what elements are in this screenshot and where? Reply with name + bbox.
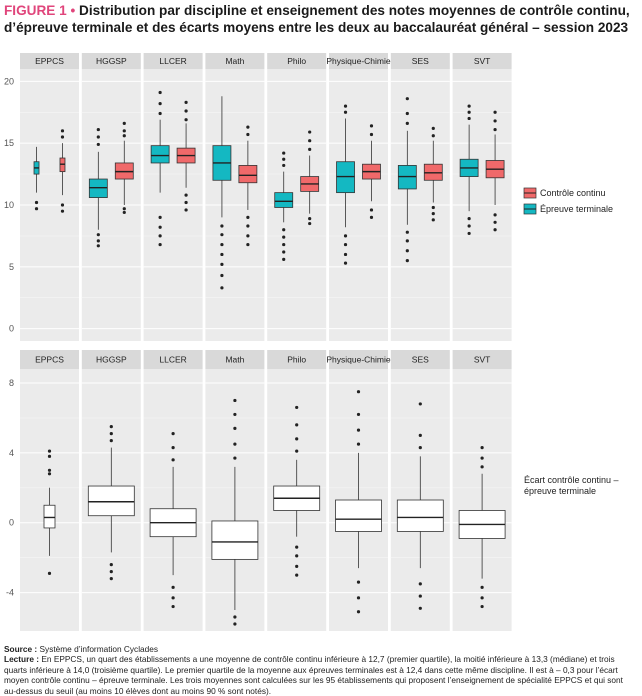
facet-label: LLCER	[159, 56, 187, 67]
facet-label: Philo	[287, 354, 307, 365]
facet-label: Math	[225, 56, 245, 67]
outlier-point	[357, 413, 360, 416]
outlier-point	[184, 118, 187, 121]
outlier-point	[123, 129, 126, 132]
outlier-point	[282, 250, 285, 253]
outlier-point	[172, 458, 175, 461]
outlier-point	[295, 574, 298, 577]
outlier-point	[282, 158, 285, 161]
outlier-point	[295, 554, 298, 557]
legend-label: Contrôle continu	[540, 188, 606, 198]
outlier-point	[48, 472, 51, 475]
figure-number: FIGURE 1 •	[4, 3, 76, 18]
facet-label: SVT	[473, 56, 491, 67]
outlier-point	[344, 262, 347, 265]
box-iqr	[397, 500, 443, 531]
outlier-point	[481, 456, 484, 459]
outlier-point	[481, 605, 484, 608]
outlier-point	[357, 610, 360, 613]
outlier-point	[246, 224, 249, 227]
source-label: Source :	[4, 644, 38, 654]
facet-label: HGGSP	[95, 354, 127, 365]
box-iqr	[88, 486, 134, 516]
lecture-label: Lecture :	[4, 654, 40, 665]
outlier-point	[419, 446, 422, 449]
outlier-point	[295, 437, 298, 440]
outlier-point	[184, 208, 187, 211]
legend-label-line: épreuve terminale	[524, 486, 597, 496]
outlier-point	[61, 129, 64, 132]
outlier-point	[220, 286, 223, 289]
outlier-point	[282, 228, 285, 231]
outlier-point	[123, 211, 126, 214]
outlier-point	[233, 615, 236, 618]
outlier-point	[48, 449, 51, 452]
source-note	[4, 644, 636, 654]
outlier-point	[97, 128, 100, 131]
outlier-point	[357, 596, 360, 599]
facet-label: Physique-Chimie	[326, 354, 391, 365]
y-tick-label: 0	[8, 323, 14, 334]
outlier-point	[48, 469, 51, 472]
outlier-point	[282, 236, 285, 239]
outlier-point	[308, 148, 311, 151]
outlier-point	[246, 216, 249, 219]
outlier-point	[370, 216, 373, 219]
outlier-point	[357, 429, 360, 432]
outlier-point	[220, 274, 223, 277]
outlier-point	[468, 104, 471, 107]
legend-label: Épreuve terminale	[540, 204, 614, 214]
outlier-point	[172, 605, 175, 608]
outlier-point	[419, 402, 422, 405]
outlier-point	[246, 243, 249, 246]
outlier-point	[432, 134, 435, 137]
outlier-point	[184, 194, 187, 197]
outlier-point	[357, 580, 360, 583]
facet-label: EPPCS	[35, 56, 64, 67]
source-text: Système d’information Cyclades	[39, 644, 159, 654]
outlier-point	[184, 201, 187, 204]
y-tick-label: -4	[5, 587, 14, 598]
outlier-point	[493, 119, 496, 122]
outlier-point	[468, 224, 471, 227]
box-iqr	[151, 146, 169, 163]
facet-llcer-notes	[144, 53, 203, 341]
outlier-point	[159, 112, 162, 115]
outlier-point	[295, 406, 298, 409]
outlier-point	[344, 234, 347, 237]
outlier-point	[123, 207, 126, 210]
outlier-point	[432, 127, 435, 130]
outlier-point	[493, 221, 496, 224]
outlier-point	[246, 133, 249, 136]
outlier-point	[493, 128, 496, 131]
outlier-point	[61, 203, 64, 206]
outlier-point	[468, 232, 471, 235]
y-tick-label: 8	[8, 377, 14, 388]
outlier-point	[97, 135, 100, 138]
figure-title-text: Distribution par discipline et enseignement des notes moyennes de contrôle continu, d’épreuve terminale et des écarts moyens entre les deux au baccalauréat général – session 2023	[4, 3, 630, 35]
outlier-point	[282, 164, 285, 167]
outlier-point	[110, 425, 113, 428]
outlier-point	[61, 135, 64, 138]
outlier-point	[295, 423, 298, 426]
y-tick-label: 15	[3, 138, 14, 149]
outlier-point	[308, 139, 311, 142]
outlier-point	[246, 126, 249, 129]
outlier-point	[295, 546, 298, 549]
facet-label: SES	[411, 354, 429, 365]
outlier-point	[419, 434, 422, 437]
figure-notes	[4, 644, 636, 696]
outlier-point	[406, 249, 409, 252]
outlier-point	[220, 224, 223, 227]
outlier-point	[406, 239, 409, 242]
y-tick-label: 5	[8, 261, 14, 272]
legend-ecarts	[524, 475, 619, 496]
outlier-point	[159, 216, 162, 219]
outlier-point	[110, 432, 113, 435]
outlier-point	[468, 111, 471, 114]
outlier-point	[246, 234, 249, 237]
outlier-point	[493, 228, 496, 231]
outlier-point	[110, 577, 113, 580]
outlier-point	[282, 151, 285, 154]
outlier-point	[110, 563, 113, 566]
outlier-point	[220, 253, 223, 256]
facet-eppcs-notes	[20, 53, 79, 341]
outlier-point	[406, 112, 409, 115]
outlier-point	[220, 233, 223, 236]
facet-physique-chimie-notes	[326, 53, 391, 341]
box-iqr	[44, 505, 55, 528]
outlier-point	[406, 259, 409, 262]
outlier-point	[406, 97, 409, 100]
outlier-point	[48, 572, 51, 575]
outlier-point	[159, 226, 162, 229]
outlier-point	[233, 443, 236, 446]
outlier-point	[357, 443, 360, 446]
outlier-point	[344, 104, 347, 107]
outlier-point	[110, 570, 113, 573]
outlier-point	[159, 102, 162, 105]
y-tick-label: 10	[3, 200, 14, 210]
legend-label-line: Écart contrôle continu –	[524, 475, 619, 485]
outlier-point	[481, 586, 484, 589]
outlier-point	[48, 455, 51, 458]
outlier-point	[61, 210, 64, 213]
outlier-point	[468, 117, 471, 120]
outlier-point	[233, 622, 236, 625]
outlier-point	[97, 233, 100, 236]
facet-label: Math	[225, 354, 245, 365]
y-tick-label: 20	[3, 76, 14, 87]
outlier-point	[432, 212, 435, 215]
outlier-point	[481, 465, 484, 468]
outlier-point	[97, 143, 100, 146]
outlier-point	[159, 243, 162, 246]
box-iqr	[212, 521, 258, 559]
outlier-point	[35, 207, 38, 210]
outlier-point	[344, 243, 347, 246]
outlier-point	[370, 124, 373, 127]
facet-label: LLCER	[159, 354, 187, 365]
outlier-point	[123, 122, 126, 125]
outlier-point	[481, 596, 484, 599]
outlier-point	[419, 607, 422, 610]
outlier-point	[110, 439, 113, 442]
outlier-point	[308, 217, 311, 220]
facet-label: SES	[411, 56, 429, 67]
y-tick-label: 4	[8, 447, 14, 458]
outlier-point	[233, 399, 236, 402]
outlier-point	[97, 244, 100, 247]
outlier-point	[344, 253, 347, 256]
box-iqr	[336, 500, 382, 531]
outlier-point	[493, 213, 496, 216]
outlier-point	[159, 91, 162, 94]
outlier-point	[220, 243, 223, 246]
outlier-point	[35, 201, 38, 204]
outlier-point	[172, 446, 175, 449]
outlier-point	[432, 218, 435, 221]
outlier-point	[282, 243, 285, 246]
outlier-point	[184, 101, 187, 104]
lecture-note	[4, 654, 636, 696]
outlier-point	[419, 582, 422, 585]
legend-notes	[524, 188, 613, 214]
outlier-point	[406, 122, 409, 125]
outlier-point	[481, 446, 484, 449]
outlier-point	[172, 432, 175, 435]
outlier-point	[432, 206, 435, 209]
facet-label: SVT	[473, 354, 491, 365]
outlier-point	[123, 134, 126, 137]
box-iqr	[275, 193, 293, 208]
outlier-point	[370, 133, 373, 136]
outlier-point	[406, 231, 409, 234]
outlier-point	[493, 111, 496, 114]
lecture-text: En EPPCS, un quart des établissements a une moyenne de contrôle continu inférieure à 12,7 (premier quartile), la moitié inférieure à 13,3 (médiane) et trois quarts inférieure à 14,0 (troisième quartile). Le premier quartile de la moyenne aux épreuves terminales est à 12,4 dans cette même discipline. Il est à – 0,3 pour l’écart moyen contrôle continu – épreuve terminale. Les trois moyennes sont calculées sur les 95 établissements qui proposent l’enseignement de spécialité EPPCS et qui sont au-dessus du seuil (au moins 10 élèves dont au moins 90 % sont notés).	[4, 654, 623, 696]
box-iqr	[239, 165, 257, 182]
facet-label: HGGSP	[95, 56, 127, 67]
outlier-point	[97, 239, 100, 242]
outlier-point	[184, 109, 187, 112]
facet-svt-notes	[453, 53, 512, 341]
outlier-point	[282, 258, 285, 261]
outlier-point	[308, 130, 311, 133]
facet-label: Physique-Chimie	[326, 56, 391, 67]
outlier-point	[357, 390, 360, 393]
facet-label: EPPCS	[35, 354, 64, 365]
outlier-point	[295, 565, 298, 568]
outlier-point	[220, 263, 223, 266]
outlier-point	[172, 586, 175, 589]
outlier-point	[233, 456, 236, 459]
y-tick-label: 0	[8, 517, 14, 528]
outlier-point	[468, 217, 471, 220]
outlier-point	[233, 427, 236, 430]
outlier-point	[172, 596, 175, 599]
outlier-point	[295, 449, 298, 452]
facet-ses-notes	[391, 53, 450, 341]
facet-label: Philo	[287, 56, 307, 67]
facet-math-notes	[205, 53, 264, 341]
outlier-point	[419, 594, 422, 597]
outlier-point	[233, 413, 236, 416]
outlier-point	[370, 208, 373, 211]
outlier-point	[308, 222, 311, 225]
outlier-point	[344, 111, 347, 114]
outlier-point	[159, 234, 162, 237]
